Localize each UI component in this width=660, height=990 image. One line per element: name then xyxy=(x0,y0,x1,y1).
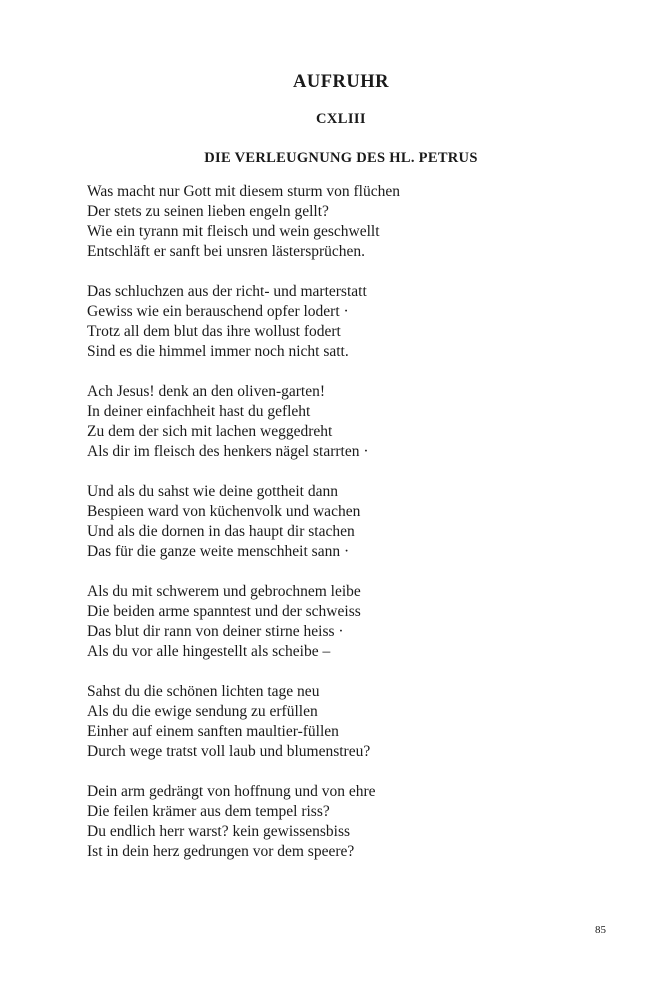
stanza xyxy=(87,782,607,862)
verse-line: Bespieen ward von küchenvolk und wachen xyxy=(87,503,361,520)
verse-line: Zu dem der sich mit lachen weggedreht xyxy=(87,423,333,440)
verse-line: Ach Jesus! denk an den oliven-garten! xyxy=(87,383,326,400)
verse-line: Und als die dornen in das haupt dir stachen xyxy=(87,523,355,540)
verse-line: In deiner einfachheit hast du gefleht xyxy=(87,403,311,420)
verse-line: Trotz all dem blut das ihre wollust fodert xyxy=(87,323,341,340)
verse-line: Ist in dein herz gedrungen vor dem speere? xyxy=(87,843,355,860)
page-number: 85 xyxy=(595,924,606,936)
verse-line: Sahst du die schönen lichten tage neu xyxy=(87,683,320,700)
poem-number: CXLIII xyxy=(316,111,366,127)
verse-line: Das blut dir rann von deiner stirne heiss · xyxy=(87,623,344,640)
verse-line: Du endlich herr warst? kein gewissensbiss xyxy=(87,823,351,840)
verse-line: Als dir im fleisch des henkers nägel starrten · xyxy=(87,443,369,460)
verse-line: Durch wege tratst voll laub und blumenstreu? xyxy=(87,743,371,760)
poem-body xyxy=(87,182,607,882)
verse-line: Als du vor alle hingestellt als scheibe – xyxy=(87,643,331,660)
verse-line: Wie ein tyrann mit fleisch und wein geschwellt xyxy=(87,223,380,240)
stanza xyxy=(87,382,607,462)
verse-line: Und als du sahst wie deine gottheit dann xyxy=(87,483,338,500)
stanza xyxy=(87,482,607,562)
poem-title: DIE VERLEUGNUNG DES HL. PETRUS xyxy=(204,150,478,166)
verse-line: Dein arm gedrängt von hoffnung und von ehre xyxy=(87,783,376,800)
verse-line: Einher auf einem sanften maultier-füllen xyxy=(87,723,339,740)
verse-line: Als du mit schwerem und gebrochnem leibe xyxy=(87,583,361,600)
verse-line: Die feilen krämer aus dem tempel riss? xyxy=(87,803,330,820)
section-title: AUFRUHR xyxy=(293,72,389,92)
stanza xyxy=(87,682,607,762)
verse-line: Sind es die himmel immer noch nicht satt. xyxy=(87,343,349,360)
stanza xyxy=(87,182,607,262)
verse-line: Die beiden arme spanntest und der schweiss xyxy=(87,603,361,620)
stanza xyxy=(87,282,607,362)
verse-line: Das für die ganze weite menschheit sann · xyxy=(87,543,350,560)
verse-line: Entschläft er sanft bei unsren lästersprüchen. xyxy=(87,243,366,260)
verse-line: Was macht nur Gott mit diesem sturm von flüchen xyxy=(87,183,400,200)
verse-line: Das schluchzen aus der richt- und marterstatt xyxy=(87,283,367,300)
verse-line: Gewiss wie ein berauschend opfer lodert · xyxy=(87,303,349,320)
stanza xyxy=(87,582,607,662)
verse-line: Der stets zu seinen lieben engeln gellt? xyxy=(87,203,329,220)
verse-line: Als du die ewige sendung zu erfüllen xyxy=(87,703,318,720)
